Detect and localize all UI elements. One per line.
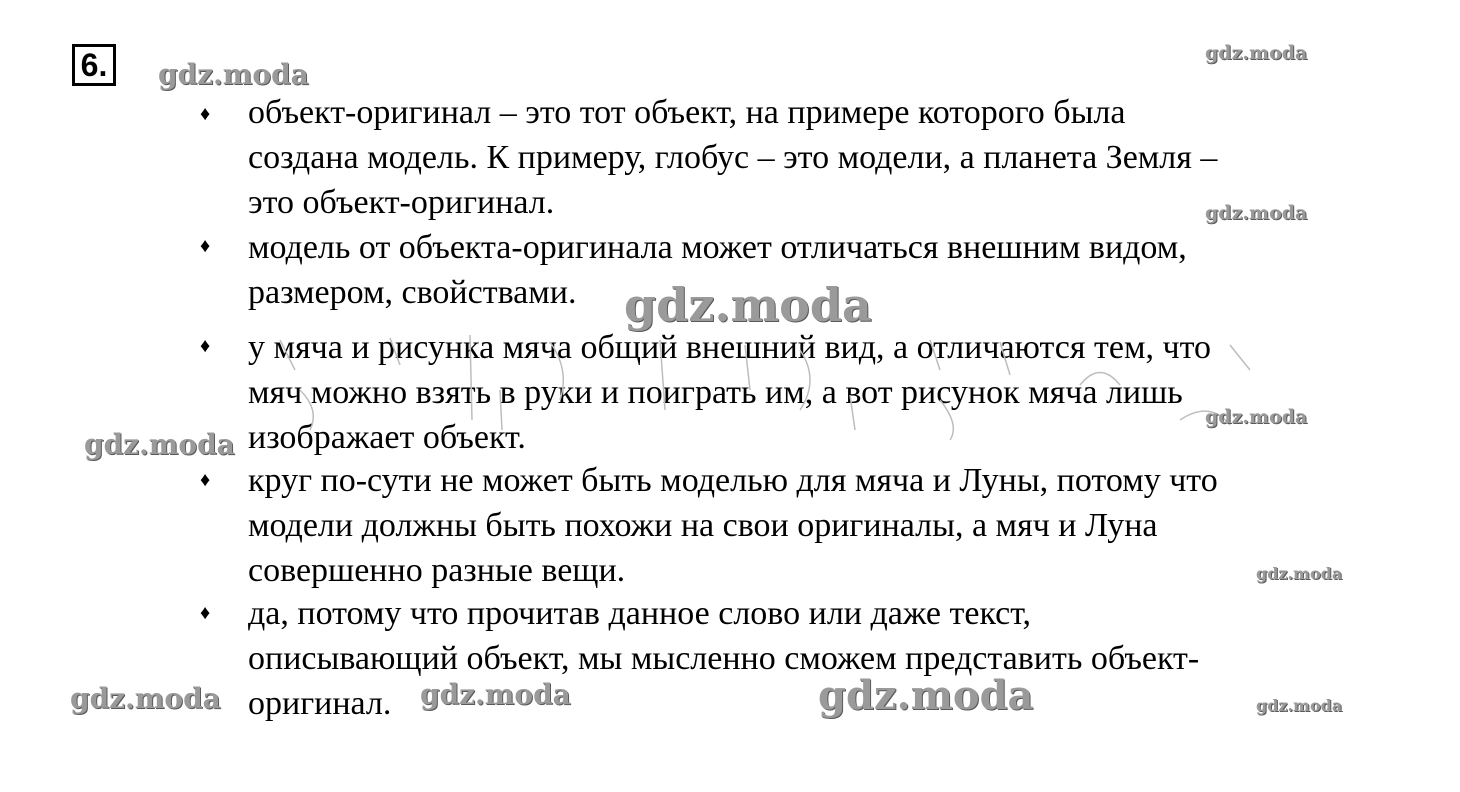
watermark: gdz.moda <box>158 58 309 91</box>
answer-item-3: у мяча и рисунка мяча общий внешний вид, а отличаются тем, что мяч можно взять в руки и поиграть им, а вот рисунок мяча лишь изображает объект. <box>248 329 1211 456</box>
watermark: gdz.moda <box>1205 42 1308 64</box>
watermark: gdz.moda <box>420 678 571 711</box>
bullet-icon: ♦ <box>200 335 211 357</box>
watermark: gdz.moda <box>624 278 872 332</box>
watermark: gdz.moda <box>1205 406 1308 428</box>
answer-item-1: объект-оригинал – это тот объект, на примере которого была создана модель. К примеру, глобус – это модели, а планета Земля – это объект-оригинал. <box>248 94 1218 221</box>
bullet-icon: ♦ <box>200 469 211 491</box>
answer-item-2: модель от объекта-оригинала может отличаться внешним видом, размером, свойствами. <box>248 229 1187 311</box>
watermark: gdz.moda <box>1256 564 1343 583</box>
watermark: gdz.moda <box>70 682 221 715</box>
answer-item-5: да, потому что прочитав данное слово или даже текст, описывающий объект, мы мысленно сможем представить объект- оригинал. <box>248 595 1200 722</box>
bullet-icon: ♦ <box>200 235 211 257</box>
watermark: gdz.moda <box>1256 696 1343 715</box>
bullet-icon: ♦ <box>200 103 211 125</box>
answer-item-4: круг по-сути не может быть моделью для мяча и Луны, потому что модели должны быть похожи на свои оригиналы, а мяч и Луна совершенно разные вещи. <box>248 462 1218 589</box>
task-number: 6. <box>72 44 116 86</box>
watermark: gdz.moda <box>1205 202 1308 224</box>
bullet-icon: ♦ <box>200 602 211 624</box>
watermark: gdz.moda <box>84 428 235 461</box>
watermark: gdz.moda <box>818 672 1034 719</box>
